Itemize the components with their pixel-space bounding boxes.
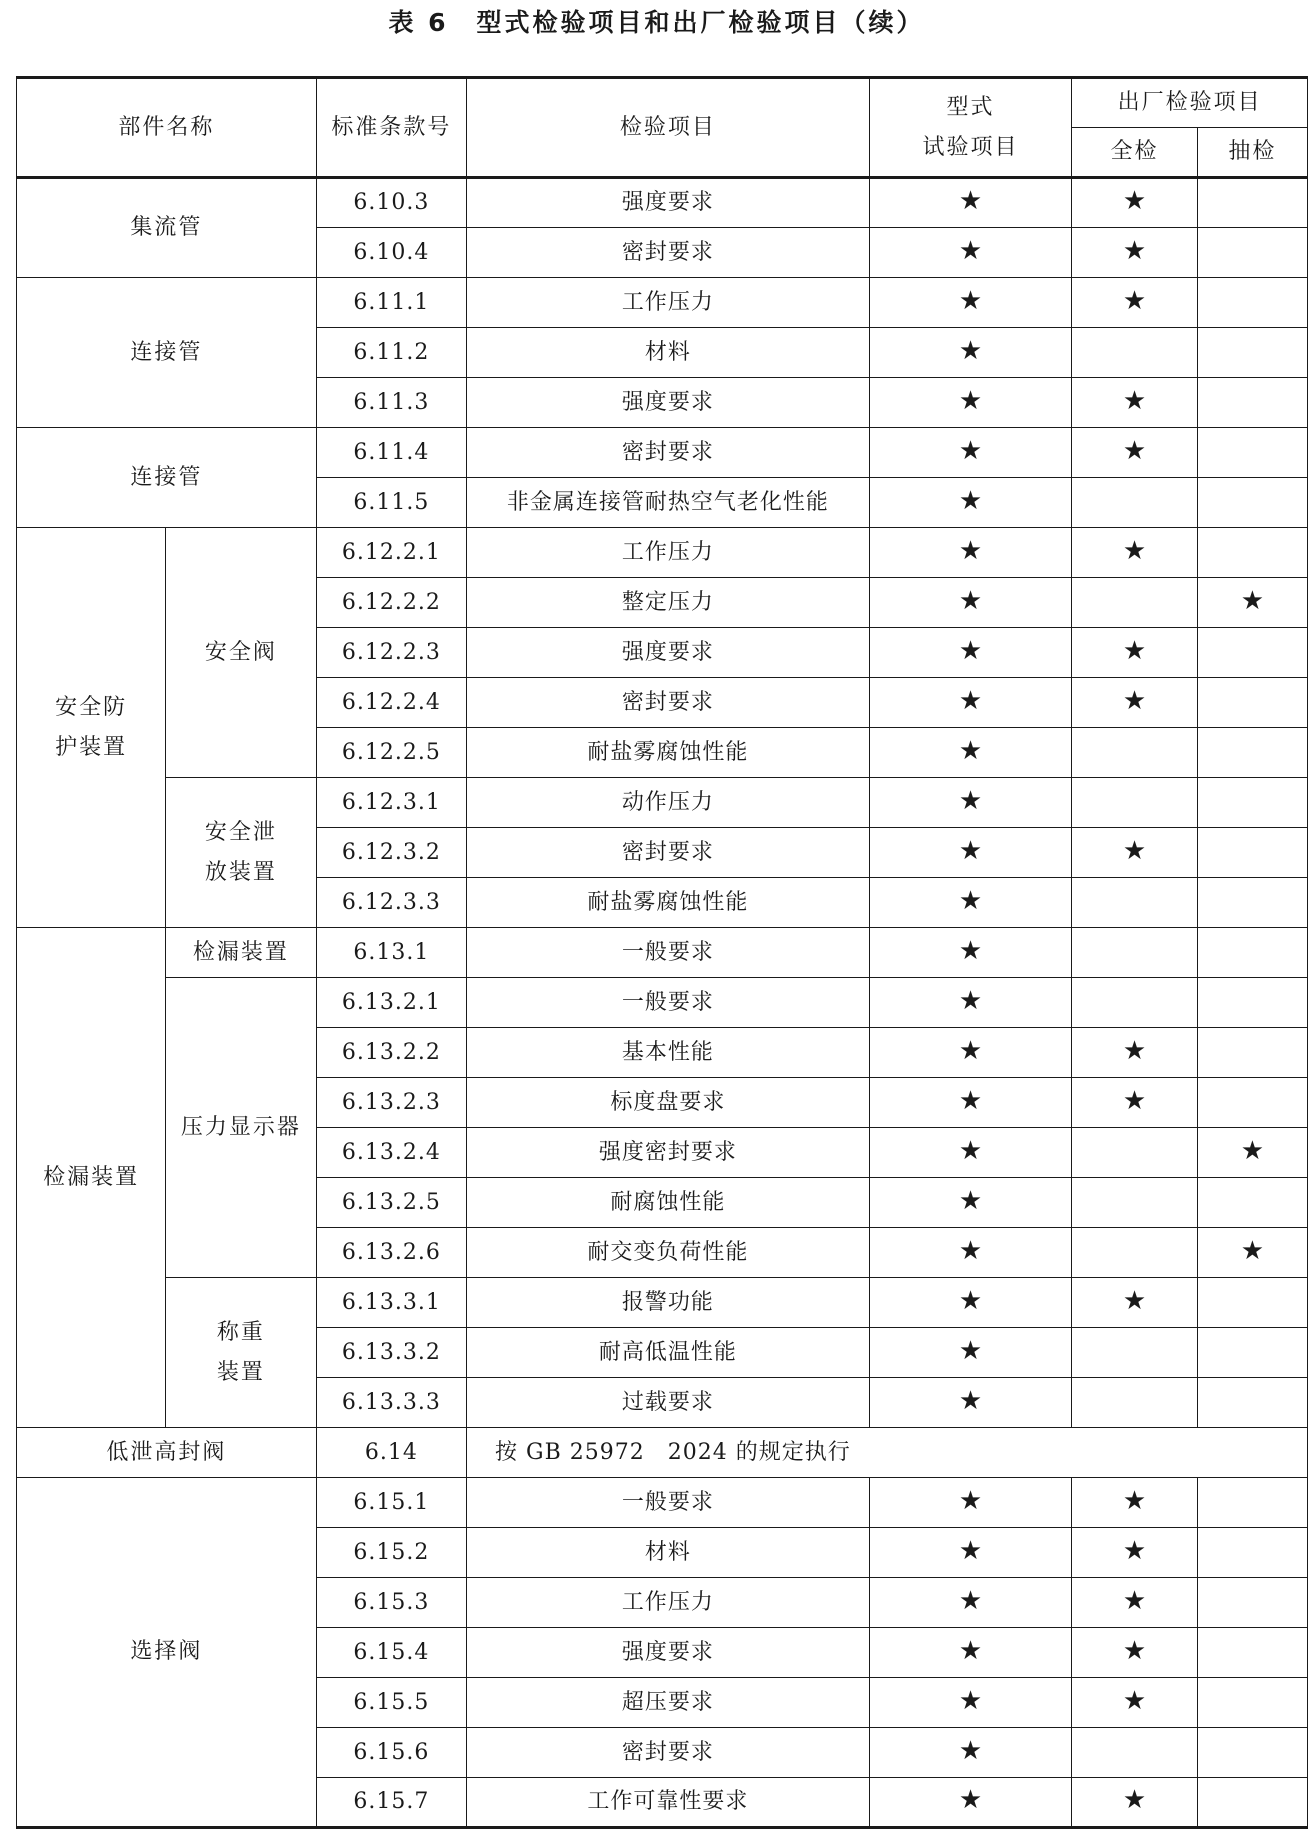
full-inspection-mark bbox=[1072, 228, 1198, 278]
sampling-inspection-mark bbox=[1197, 178, 1307, 228]
sampling-inspection-mark bbox=[1197, 1628, 1307, 1678]
star-icon: ★ bbox=[958, 485, 983, 516]
header-type-test-line2: 试验项目 bbox=[922, 134, 1019, 160]
star-icon: ★ bbox=[958, 885, 983, 916]
reference-note: 按 GB 25972 2024 的规定执行 bbox=[467, 1428, 1308, 1478]
clause-cell: 6.11.4 bbox=[316, 428, 466, 478]
header-clause-no: 标准条款号 bbox=[316, 78, 466, 178]
star-icon: ★ bbox=[958, 435, 983, 466]
star-icon: ★ bbox=[1122, 835, 1147, 866]
full-inspection-mark bbox=[1072, 528, 1198, 578]
full-inspection-mark bbox=[1072, 1228, 1198, 1278]
item-cell: 基本性能 bbox=[467, 1028, 870, 1078]
item-cell: 密封要求 bbox=[467, 228, 870, 278]
item-cell: 强度要求 bbox=[467, 178, 870, 228]
star-icon: ★ bbox=[1122, 1585, 1147, 1616]
item-cell: 动作压力 bbox=[467, 778, 870, 828]
type-test-mark bbox=[869, 228, 1072, 278]
full-inspection-mark bbox=[1072, 978, 1198, 1028]
sampling-inspection-mark bbox=[1197, 428, 1307, 478]
part-safety-device-line2: 护装置 bbox=[55, 734, 128, 760]
clause-cell: 6.13.2.6 bbox=[316, 1228, 466, 1278]
star-icon: ★ bbox=[958, 235, 983, 266]
star-icon: ★ bbox=[958, 1285, 983, 1316]
item-cell: 耐盐雾腐蚀性能 bbox=[467, 878, 870, 928]
type-test-mark bbox=[869, 1078, 1072, 1128]
type-test-mark bbox=[869, 1678, 1072, 1728]
type-test-mark bbox=[869, 728, 1072, 778]
sampling-inspection-mark bbox=[1197, 628, 1307, 678]
type-test-mark bbox=[869, 1728, 1072, 1778]
sampling-inspection-mark bbox=[1197, 1728, 1307, 1778]
item-cell: 工作压力 bbox=[467, 278, 870, 328]
clause-cell: 6.15.1 bbox=[316, 1478, 466, 1528]
star-icon: ★ bbox=[958, 735, 983, 766]
star-icon: ★ bbox=[1122, 435, 1147, 466]
part-relief-device bbox=[166, 778, 316, 928]
part-safety-device bbox=[17, 528, 166, 928]
sampling-inspection-mark bbox=[1197, 778, 1307, 828]
full-inspection-mark bbox=[1072, 628, 1198, 678]
full-inspection-mark bbox=[1072, 578, 1198, 628]
type-test-mark bbox=[869, 928, 1072, 978]
table-row bbox=[17, 1478, 1308, 1528]
part-connecting-pipe: 连接管 bbox=[17, 278, 317, 428]
sampling-inspection-mark bbox=[1197, 1328, 1307, 1378]
part-relief-device-line1: 安全泄 bbox=[204, 819, 277, 845]
star-icon: ★ bbox=[958, 1035, 983, 1066]
star-icon: ★ bbox=[1122, 535, 1147, 566]
star-icon: ★ bbox=[1122, 186, 1147, 216]
full-inspection-mark bbox=[1072, 1178, 1198, 1228]
clause-cell: 6.15.3 bbox=[316, 1578, 466, 1628]
star-icon: ★ bbox=[958, 285, 983, 316]
clause-cell: 6.15.7 bbox=[316, 1778, 466, 1828]
part-leak-detection: 检漏装置 bbox=[17, 928, 166, 1428]
type-test-mark bbox=[869, 578, 1072, 628]
clause-cell: 6.15.6 bbox=[316, 1728, 466, 1778]
type-test-mark bbox=[869, 978, 1072, 1028]
header-part-name: 部件名称 bbox=[17, 78, 317, 178]
table-row bbox=[17, 528, 1308, 578]
item-cell: 强度要求 bbox=[467, 628, 870, 678]
star-icon: ★ bbox=[1122, 635, 1147, 666]
type-test-mark bbox=[869, 878, 1072, 928]
type-test-mark bbox=[869, 628, 1072, 678]
sampling-inspection-mark bbox=[1197, 978, 1307, 1028]
sampling-inspection-mark bbox=[1197, 1578, 1307, 1628]
clause-cell: 6.12.2.2 bbox=[316, 578, 466, 628]
star-icon: ★ bbox=[958, 1635, 983, 1666]
full-inspection-mark bbox=[1072, 728, 1198, 778]
sampling-inspection-mark bbox=[1197, 728, 1307, 778]
star-icon: ★ bbox=[958, 385, 983, 416]
star-icon: ★ bbox=[1122, 1635, 1147, 1666]
part-weighing-device-line1: 称重 bbox=[216, 1319, 265, 1345]
full-inspection-mark bbox=[1072, 278, 1198, 328]
item-cell: 标度盘要求 bbox=[467, 1078, 870, 1128]
clause-cell: 6.15.5 bbox=[316, 1678, 466, 1728]
header-type-test-line1: 型式 bbox=[946, 94, 995, 120]
star-icon: ★ bbox=[1240, 585, 1265, 616]
item-cell: 一般要求 bbox=[467, 1478, 870, 1528]
sampling-inspection-mark bbox=[1197, 478, 1307, 528]
clause-cell: 6.10.4 bbox=[316, 228, 466, 278]
star-icon: ★ bbox=[958, 835, 983, 866]
full-inspection-mark bbox=[1072, 178, 1198, 228]
type-test-mark bbox=[869, 1128, 1072, 1178]
item-cell: 过载要求 bbox=[467, 1378, 870, 1428]
star-icon: ★ bbox=[958, 1535, 983, 1566]
clause-cell: 6.12.2.3 bbox=[316, 628, 466, 678]
star-icon: ★ bbox=[1122, 1785, 1147, 1815]
full-inspection-mark bbox=[1072, 328, 1198, 378]
item-cell: 材料 bbox=[467, 328, 870, 378]
type-test-mark bbox=[869, 1178, 1072, 1228]
type-test-mark bbox=[869, 428, 1072, 478]
type-test-mark bbox=[869, 328, 1072, 378]
item-cell: 一般要求 bbox=[467, 978, 870, 1028]
sampling-inspection-mark bbox=[1197, 278, 1307, 328]
type-test-mark bbox=[869, 378, 1072, 428]
part-leak-detector: 检漏装置 bbox=[166, 928, 316, 978]
full-inspection-mark bbox=[1072, 1078, 1198, 1128]
sampling-inspection-mark bbox=[1197, 928, 1307, 978]
sampling-inspection-mark bbox=[1197, 528, 1307, 578]
full-inspection-mark bbox=[1072, 378, 1198, 428]
item-cell: 强度要求 bbox=[467, 378, 870, 428]
inspection-table bbox=[16, 76, 1308, 1829]
type-test-mark bbox=[869, 1228, 1072, 1278]
star-icon: ★ bbox=[1122, 1685, 1147, 1716]
clause-cell: 6.13.2.2 bbox=[316, 1028, 466, 1078]
type-test-mark bbox=[869, 1328, 1072, 1378]
clause-cell: 6.13.3.3 bbox=[316, 1378, 466, 1428]
item-cell: 整定压力 bbox=[467, 578, 870, 628]
star-icon: ★ bbox=[958, 935, 983, 966]
clause-cell: 6.15.2 bbox=[316, 1528, 466, 1578]
star-icon: ★ bbox=[958, 1385, 983, 1416]
sampling-inspection-mark bbox=[1197, 1778, 1307, 1828]
table-row bbox=[17, 1278, 1308, 1328]
sampling-inspection-mark bbox=[1197, 1528, 1307, 1578]
item-cell: 超压要求 bbox=[467, 1678, 870, 1728]
item-cell: 非金属连接管耐热空气老化性能 bbox=[467, 478, 870, 528]
star-icon: ★ bbox=[1122, 285, 1147, 316]
sampling-inspection-mark bbox=[1197, 1278, 1307, 1328]
full-inspection-mark bbox=[1072, 1728, 1198, 1778]
star-icon: ★ bbox=[958, 1085, 983, 1116]
star-icon: ★ bbox=[958, 1335, 983, 1366]
star-icon: ★ bbox=[958, 1135, 983, 1166]
full-inspection-mark bbox=[1072, 1628, 1198, 1678]
star-icon: ★ bbox=[1122, 1085, 1147, 1116]
clause-cell: 6.12.3.3 bbox=[316, 878, 466, 928]
sampling-inspection-mark bbox=[1197, 828, 1307, 878]
part-connecting-pipe: 连接管 bbox=[17, 428, 317, 528]
sampling-inspection-mark bbox=[1197, 878, 1307, 928]
sampling-inspection-mark bbox=[1197, 678, 1307, 728]
part-relief-device-line2: 放装置 bbox=[204, 859, 277, 885]
clause-cell: 6.13.2.4 bbox=[316, 1128, 466, 1178]
item-cell: 密封要求 bbox=[467, 828, 870, 878]
type-test-mark bbox=[869, 278, 1072, 328]
clause-cell: 6.12.3.1 bbox=[316, 778, 466, 828]
full-inspection-mark bbox=[1072, 778, 1198, 828]
type-test-mark bbox=[869, 1778, 1072, 1828]
part-low-leak-valve: 低泄高封阀 bbox=[17, 1428, 317, 1478]
full-inspection-mark bbox=[1072, 1478, 1198, 1528]
sampling-inspection-mark bbox=[1197, 1128, 1307, 1178]
clause-cell: 6.13.2.5 bbox=[316, 1178, 466, 1228]
star-icon: ★ bbox=[958, 1685, 983, 1716]
star-icon: ★ bbox=[1122, 1535, 1147, 1566]
header-inspection-item: 检验项目 bbox=[467, 78, 870, 178]
type-test-mark bbox=[869, 1278, 1072, 1328]
header-sampling-inspection: 抽检 bbox=[1197, 128, 1307, 178]
clause-cell: 6.11.5 bbox=[316, 478, 466, 528]
full-inspection-mark bbox=[1072, 478, 1198, 528]
clause-cell: 6.12.2.1 bbox=[316, 528, 466, 578]
sampling-inspection-mark bbox=[1197, 1678, 1307, 1728]
full-inspection-mark bbox=[1072, 428, 1198, 478]
star-icon: ★ bbox=[1122, 235, 1147, 266]
sampling-inspection-mark bbox=[1197, 1478, 1307, 1528]
star-icon: ★ bbox=[1122, 1285, 1147, 1316]
type-test-mark bbox=[869, 678, 1072, 728]
item-cell: 工作压力 bbox=[467, 1578, 870, 1628]
clause-cell: 6.12.2.5 bbox=[316, 728, 466, 778]
item-cell: 耐盐雾腐蚀性能 bbox=[467, 728, 870, 778]
part-safety-device-line1: 安全防 bbox=[55, 694, 128, 720]
star-icon: ★ bbox=[958, 535, 983, 566]
sampling-inspection-mark bbox=[1197, 228, 1307, 278]
item-cell: 密封要求 bbox=[467, 428, 870, 478]
sampling-inspection-mark bbox=[1197, 578, 1307, 628]
clause-cell: 6.13.2.3 bbox=[316, 1078, 466, 1128]
star-icon: ★ bbox=[958, 635, 983, 666]
part-collector-pipe: 集流管 bbox=[17, 178, 317, 278]
type-test-mark bbox=[869, 778, 1072, 828]
full-inspection-mark bbox=[1072, 878, 1198, 928]
table-row bbox=[17, 1428, 1308, 1478]
star-icon: ★ bbox=[958, 985, 983, 1016]
item-cell: 密封要求 bbox=[467, 1728, 870, 1778]
full-inspection-mark bbox=[1072, 1028, 1198, 1078]
header-factory-inspection: 出厂检验项目 bbox=[1072, 78, 1308, 128]
table-title: 表 6 型式检验项目和出厂检验项目（续） bbox=[388, 8, 925, 37]
star-icon: ★ bbox=[958, 186, 983, 216]
part-safety-valve: 安全阀 bbox=[166, 528, 316, 778]
table-row bbox=[17, 428, 1308, 478]
clause-cell: 6.13.2.1 bbox=[316, 978, 466, 1028]
part-weighing-device-line2: 装置 bbox=[216, 1359, 265, 1385]
table-row bbox=[17, 928, 1308, 978]
full-inspection-mark bbox=[1072, 928, 1198, 978]
full-inspection-mark bbox=[1072, 1328, 1198, 1378]
star-icon: ★ bbox=[1122, 1485, 1147, 1516]
table-row bbox=[17, 778, 1308, 828]
item-cell: 密封要求 bbox=[467, 678, 870, 728]
type-test-mark bbox=[869, 178, 1072, 228]
star-icon: ★ bbox=[958, 1235, 983, 1266]
sampling-inspection-mark bbox=[1197, 378, 1307, 428]
full-inspection-mark bbox=[1072, 1678, 1198, 1728]
clause-cell: 6.12.2.4 bbox=[316, 678, 466, 728]
item-cell: 工作压力 bbox=[467, 528, 870, 578]
type-test-mark bbox=[869, 1378, 1072, 1428]
clause-cell: 6.13.1 bbox=[316, 928, 466, 978]
header-type-test bbox=[869, 78, 1072, 178]
sampling-inspection-mark bbox=[1197, 1028, 1307, 1078]
star-icon: ★ bbox=[1122, 685, 1147, 716]
clause-cell: 6.13.3.2 bbox=[316, 1328, 466, 1378]
type-test-mark bbox=[869, 1028, 1072, 1078]
star-icon: ★ bbox=[958, 585, 983, 616]
star-icon: ★ bbox=[1240, 1235, 1265, 1266]
item-cell: 一般要求 bbox=[467, 928, 870, 978]
sampling-inspection-mark bbox=[1197, 1378, 1307, 1428]
clause-cell: 6.13.3.1 bbox=[316, 1278, 466, 1328]
sampling-inspection-mark bbox=[1197, 1228, 1307, 1278]
star-icon: ★ bbox=[958, 1785, 983, 1815]
type-test-mark bbox=[869, 1628, 1072, 1678]
type-test-mark bbox=[869, 528, 1072, 578]
type-test-mark bbox=[869, 1578, 1072, 1628]
star-icon: ★ bbox=[958, 785, 983, 816]
table-row bbox=[17, 178, 1308, 228]
type-test-mark bbox=[869, 1528, 1072, 1578]
star-icon: ★ bbox=[958, 1485, 983, 1516]
type-test-mark bbox=[869, 478, 1072, 528]
item-cell: 强度要求 bbox=[467, 1628, 870, 1678]
star-icon: ★ bbox=[1122, 1035, 1147, 1066]
part-weighing-device bbox=[166, 1278, 316, 1428]
star-icon: ★ bbox=[958, 1735, 983, 1766]
part-pressure-display: 压力显示器 bbox=[166, 978, 316, 1278]
header-full-inspection: 全检 bbox=[1072, 128, 1198, 178]
clause-cell: 6.12.3.2 bbox=[316, 828, 466, 878]
clause-cell: 6.11.2 bbox=[316, 328, 466, 378]
star-icon: ★ bbox=[1240, 1135, 1265, 1166]
full-inspection-mark bbox=[1072, 1278, 1198, 1328]
clause-cell: 6.15.4 bbox=[316, 1628, 466, 1678]
item-cell: 耐高低温性能 bbox=[467, 1328, 870, 1378]
full-inspection-mark bbox=[1072, 828, 1198, 878]
full-inspection-mark bbox=[1072, 678, 1198, 728]
type-test-mark bbox=[869, 828, 1072, 878]
full-inspection-mark bbox=[1072, 1778, 1198, 1828]
item-cell: 工作可靠性要求 bbox=[467, 1778, 870, 1828]
item-cell: 耐交变负荷性能 bbox=[467, 1228, 870, 1278]
table-row bbox=[17, 978, 1308, 1028]
full-inspection-mark bbox=[1072, 1378, 1198, 1428]
item-cell: 耐腐蚀性能 bbox=[467, 1178, 870, 1228]
star-icon: ★ bbox=[958, 1585, 983, 1616]
clause-cell: 6.11.1 bbox=[316, 278, 466, 328]
full-inspection-mark bbox=[1072, 1128, 1198, 1178]
star-icon: ★ bbox=[1122, 385, 1147, 416]
type-test-mark bbox=[869, 1478, 1072, 1528]
item-cell: 材料 bbox=[467, 1528, 870, 1578]
table-row bbox=[17, 278, 1308, 328]
full-inspection-mark bbox=[1072, 1578, 1198, 1628]
clause-cell: 6.10.3 bbox=[316, 178, 466, 228]
item-cell: 报警功能 bbox=[467, 1278, 870, 1328]
full-inspection-mark bbox=[1072, 1528, 1198, 1578]
sampling-inspection-mark bbox=[1197, 1078, 1307, 1128]
clause-cell: 6.14 bbox=[316, 1428, 466, 1478]
sampling-inspection-mark bbox=[1197, 1178, 1307, 1228]
clause-cell: 6.11.3 bbox=[316, 378, 466, 428]
star-icon: ★ bbox=[958, 335, 983, 366]
part-selector-valve: 选择阀 bbox=[17, 1478, 317, 1828]
star-icon: ★ bbox=[958, 685, 983, 716]
star-icon: ★ bbox=[958, 1185, 983, 1216]
sampling-inspection-mark bbox=[1197, 328, 1307, 378]
item-cell: 强度密封要求 bbox=[467, 1128, 870, 1178]
